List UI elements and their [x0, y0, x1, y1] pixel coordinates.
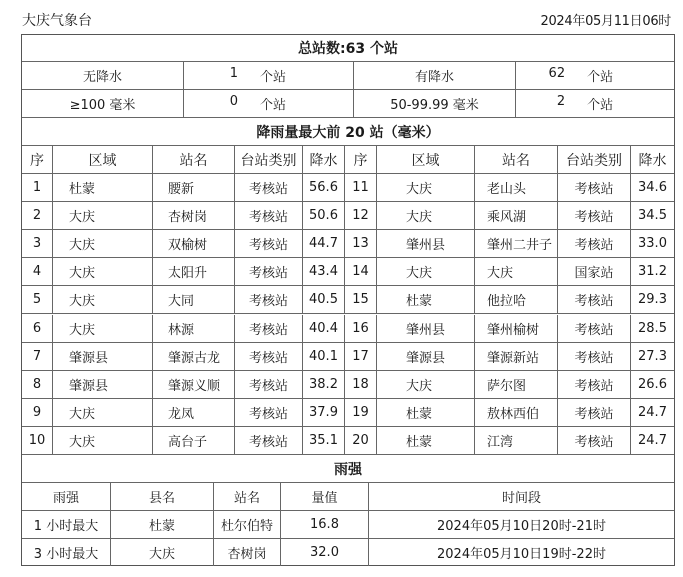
cell-rain: 24.7 — [638, 404, 667, 420]
cell-rank: 1 — [22, 174, 53, 201]
col-rain: 降水 — [303, 146, 345, 173]
table-row — [22, 343, 674, 371]
cell-rank: 10 — [22, 427, 53, 454]
cell-area: 肇州县 — [377, 315, 475, 342]
col-station: 站名 — [153, 146, 235, 173]
cell-area: 大庆 — [377, 174, 475, 201]
cell-type: 考核站 — [558, 202, 631, 229]
cell-rain: 26.6 — [638, 376, 667, 392]
table-row — [22, 427, 674, 455]
cell-station: 敖林西伯 — [475, 399, 558, 426]
col-type: 台站类别 — [235, 146, 303, 173]
cell-station: 大庆 — [475, 258, 558, 285]
cell-area: 大庆 — [377, 202, 475, 229]
cell-area: 杜蒙 — [53, 174, 153, 201]
cell-area: 大庆 — [53, 399, 153, 426]
col-area: 区域 — [377, 146, 475, 173]
cell-type: 考核站 — [558, 343, 631, 370]
cell-rain: 24.7 — [638, 432, 667, 448]
table-row — [22, 174, 674, 202]
over-100mm-label: ≥100 毫米 — [22, 90, 184, 117]
cell-rain: 43.4 — [303, 258, 345, 285]
cell-rain: 28.5 — [638, 320, 667, 336]
cell-rank: 15 — [345, 286, 377, 313]
cell-station: 乘风湖 — [475, 202, 558, 229]
cell-rain: 35.1 — [303, 427, 345, 454]
cell-station: 高台子 — [153, 427, 235, 454]
cell-area: 肇源县 — [53, 371, 153, 398]
cell-station: 萨尔图 — [475, 371, 558, 398]
col-intensity: 雨强 — [22, 483, 111, 510]
cell-rank: 14 — [345, 258, 377, 285]
50-100mm-count: 2 个站 — [556, 94, 614, 113]
station-name: 大庆气象台 — [22, 13, 92, 29]
cell-type: 考核站 — [235, 399, 303, 426]
cell-period: 2024年05月10日19时-22时 — [437, 546, 606, 562]
col-rank: 序 — [345, 146, 377, 173]
cell-station: 杏树岗 — [214, 539, 281, 567]
cell-type: 考核站 — [235, 258, 303, 285]
cell-type: 考核站 — [558, 399, 631, 426]
cell-label: 1 小时最大 — [22, 511, 111, 538]
table-row — [22, 258, 674, 286]
cell-rank: 20 — [345, 427, 377, 454]
cell-rain: 40.1 — [303, 343, 345, 370]
cell-station: 腰新 — [153, 174, 235, 201]
cell-rain: 40.4 — [303, 315, 345, 342]
cell-type: 考核站 — [558, 174, 631, 201]
cell-station: 林源 — [153, 315, 235, 342]
col-type: 台站类别 — [558, 146, 631, 173]
summary-row — [22, 90, 674, 118]
cell-type: 考核站 — [235, 343, 303, 370]
col-value: 量值 — [281, 483, 369, 510]
col-rain: 降水 — [638, 152, 667, 169]
cell-type: 考核站 — [235, 315, 303, 342]
cell-rain: 40.5 — [303, 286, 345, 313]
cell-area: 大庆 — [53, 315, 153, 342]
cell-rank: 6 — [22, 315, 53, 342]
col-area: 区域 — [53, 146, 153, 173]
cell-area: 肇源县 — [53, 343, 153, 370]
cell-station: 杏树岗 — [153, 202, 235, 229]
cell-area: 杜蒙 — [377, 286, 475, 313]
issue-time: 2024年05月11日06时 — [540, 14, 671, 29]
cell-station: 双榆树 — [153, 230, 235, 257]
cell-rank: 11 — [345, 174, 377, 201]
has-rain-count: 62 个站 — [548, 66, 614, 85]
cell-rank: 5 — [22, 286, 53, 313]
summary-row — [22, 62, 674, 90]
cell-type: 考核站 — [558, 230, 631, 257]
cell-rain: 31.2 — [638, 264, 667, 280]
cell-station: 肇源古龙 — [153, 343, 235, 370]
cell-type: 考核站 — [235, 427, 303, 454]
cell-rank: 2 — [22, 202, 53, 229]
cell-value: 32.0 — [281, 539, 369, 567]
table-row — [22, 511, 674, 539]
cell-area: 杜蒙 — [377, 399, 475, 426]
cell-rank: 18 — [345, 371, 377, 398]
top20-title: 降雨量最大前 20 站（毫米） — [256, 124, 440, 141]
cell-area: 肇州县 — [377, 230, 475, 257]
cell-type: 考核站 — [235, 230, 303, 257]
cell-rain: 34.5 — [638, 208, 667, 224]
cell-rain: 29.3 — [638, 292, 667, 308]
cell-station: 肇源义顺 — [153, 371, 235, 398]
table-row — [22, 399, 674, 427]
cell-county: 大庆 — [111, 539, 214, 567]
cell-area: 肇源县 — [377, 343, 475, 370]
cell-rank: 3 — [22, 230, 53, 257]
cell-rain: 27.3 — [638, 348, 667, 364]
total-row — [22, 35, 674, 62]
top20-header-row — [22, 146, 674, 174]
cell-type: 考核站 — [235, 286, 303, 313]
table-row — [22, 286, 674, 314]
table-row — [22, 371, 674, 399]
cell-type: 考核站 — [235, 202, 303, 229]
cell-rank: 16 — [345, 315, 377, 342]
cell-station: 肇州二井子 — [475, 230, 558, 257]
cell-area: 大庆 — [377, 371, 475, 398]
cell-rank: 9 — [22, 399, 53, 426]
cell-rank: 17 — [345, 343, 377, 370]
cell-period: 2024年05月10日20时-21时 — [437, 518, 606, 534]
cell-station: 他拉哈 — [475, 286, 558, 313]
cell-rank: 19 — [345, 399, 377, 426]
intensity-title-row — [22, 455, 674, 483]
table-row — [22, 315, 674, 343]
table-row — [22, 202, 674, 230]
cell-station: 大同 — [153, 286, 235, 313]
cell-area: 大庆 — [53, 286, 153, 313]
table-row — [22, 230, 674, 258]
cell-area: 大庆 — [53, 202, 153, 229]
cell-rain: 33.0 — [638, 236, 667, 252]
cell-area: 大庆 — [53, 258, 153, 285]
cell-type: 考核站 — [235, 371, 303, 398]
top20-title-row — [22, 118, 674, 146]
cell-rain: 50.6 — [303, 202, 345, 229]
col-rank: 序 — [22, 146, 53, 173]
cell-value: 16.8 — [281, 511, 369, 538]
col-period: 时间段 — [501, 491, 541, 506]
no-rain-count: 1 个站 — [184, 62, 354, 89]
cell-area: 大庆 — [53, 427, 153, 454]
cell-type: 国家站 — [558, 258, 631, 285]
cell-type: 考核站 — [235, 174, 303, 201]
cell-rain: 56.6 — [303, 174, 345, 201]
cell-type: 考核站 — [558, 427, 631, 454]
cell-station: 太阳升 — [153, 258, 235, 285]
cell-area: 大庆 — [377, 258, 475, 285]
col-county: 县名 — [111, 483, 214, 510]
col-station: 站名 — [214, 483, 281, 510]
over-100mm-count: 0 个站 — [184, 90, 354, 117]
cell-county: 杜蒙 — [111, 511, 214, 538]
cell-area: 大庆 — [53, 230, 153, 257]
cell-station: 江湾 — [475, 427, 558, 454]
cell-type: 考核站 — [558, 286, 631, 313]
cell-station: 肇州榆树 — [475, 315, 558, 342]
cell-rank: 13 — [345, 230, 377, 257]
50-100mm-label: 50-99.99 毫米 — [354, 90, 516, 117]
cell-rain: 34.6 — [638, 180, 667, 196]
cell-rain: 37.9 — [303, 399, 345, 426]
cell-station: 肇源新站 — [475, 343, 558, 370]
cell-rank: 4 — [22, 258, 53, 285]
table-row — [22, 539, 674, 567]
has-rain-label: 有降水 — [354, 62, 516, 89]
cell-rain: 38.2 — [303, 371, 345, 398]
report-table — [21, 34, 675, 566]
cell-type: 考核站 — [558, 371, 631, 398]
intensity-title: 雨强 — [334, 461, 362, 478]
cell-rank: 7 — [22, 343, 53, 370]
cell-rank: 8 — [22, 371, 53, 398]
cell-station: 老山头 — [475, 174, 558, 201]
no-rain-label: 无降水 — [22, 62, 184, 89]
intensity-header-row — [22, 483, 674, 511]
cell-station: 杜尔伯特 — [214, 511, 281, 538]
cell-area: 杜蒙 — [377, 427, 475, 454]
cell-rank: 12 — [345, 202, 377, 229]
cell-type: 考核站 — [558, 315, 631, 342]
cell-rain: 44.7 — [303, 230, 345, 257]
cell-label: 3 小时最大 — [22, 539, 111, 567]
cell-station: 龙凤 — [153, 399, 235, 426]
col-station: 站名 — [475, 146, 558, 173]
total-stations: 总站数:63 个站 — [298, 41, 398, 57]
